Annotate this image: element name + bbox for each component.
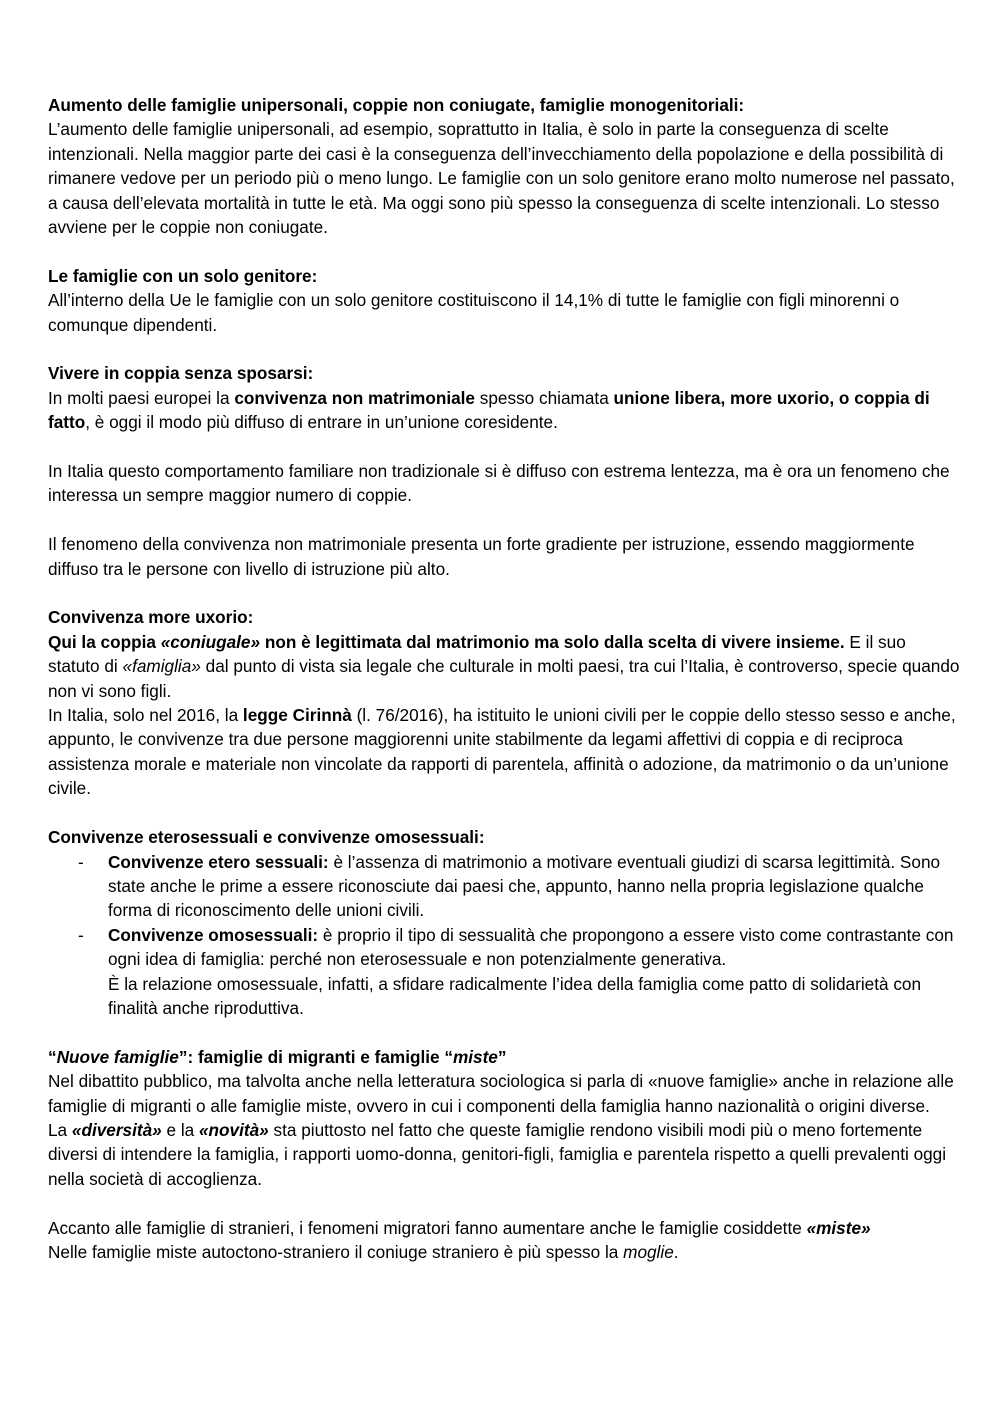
bold-term: legge Cirinnà [242, 705, 352, 726]
bold-term: Qui la coppia [48, 631, 161, 652]
text-run: ” [497, 1046, 507, 1067]
text-run: “ [48, 1046, 57, 1067]
section-heading: Convivenza more uxorio: [48, 607, 254, 628]
bold-term: Convivenze etero sessuali: [108, 851, 329, 872]
bold-italic-term: «novità» [199, 1119, 269, 1140]
section-hetero-homo [48, 825, 960, 1020]
bold-term: convivenza non matrimoniale [234, 387, 475, 408]
italic-term: Nuove famiglie [56, 1046, 179, 1067]
italic-term: moglie [623, 1241, 674, 1262]
text-run: dal punto di vista sia legale che culturale in molti paesi, tra cui l’Italia, è controverso, specie quando non vi sono figli. [48, 656, 960, 701]
text-run: è proprio il tipo di sessualità che propongono a essere visto come contrastante con ogni idea di famiglia: perché non eterosessuale e non potenzialmente generativa. [108, 924, 954, 970]
paragraph [48, 386, 960, 435]
text-run: È la relazione omosessuale, infatti, a sfidare radicalmente l’idea della famiglia come patto di solidarietà con finalità anche riproduttiva. [108, 973, 922, 1018]
italic-term: «famiglia» [122, 656, 201, 677]
text-run: ”: famiglie di migranti e famiglie “ [178, 1046, 453, 1067]
paragraph-spacer [48, 508, 960, 532]
bold-term: non è legittimata dal matrimonio ma solo dalla scelta di vivere insieme. [260, 631, 845, 652]
section-heading: Aumento delle famiglie unipersonali, coppie non coniugate, famiglie monogenitoriali: [48, 95, 745, 115]
paragraph: Nel dibattito pubblico, ma talvolta anche nella letteratura sociologica si parla di «nuove famiglie» anche in relazione alle famiglie di migranti o alle famiglie miste, ovvero in cui i componenti della famiglia hanno nazionalità o origini diverse. [48, 1071, 954, 1116]
text-run: Accanto alle famiglie di stranieri, i fenomeni migratori fanno aumentare anche le famiglie cosiddette [48, 1217, 807, 1238]
paragraph-spacer [48, 1191, 960, 1215]
paragraph [48, 703, 960, 801]
section-heading [48, 1045, 960, 1069]
bold-italic-term: «coniugale» [160, 631, 261, 652]
list-item [48, 923, 960, 1021]
section-heading: Vivere in coppia senza sposarsi: [48, 363, 314, 384]
bold-term: unione libera, more uxorio, o coppia di fatto [48, 387, 930, 433]
section-heading: Le famiglie con un solo genitore: [48, 265, 318, 286]
dash-bullet: - [78, 851, 84, 872]
text-run: è l’assenza di matrimonio a motivare eventuali giudizi di scarsa legittimità. Sono state anche le prime a essere riconosciute dai paesi che, appunto, hanno nella propria legislazione qualche forma di riconoscimento delle unioni civili. [108, 851, 941, 921]
section-heading: Convivenze eterosessuali e convivenze omosessuali: [48, 827, 485, 848]
text-run: La [48, 1119, 72, 1140]
section-single-parent [48, 264, 960, 337]
paragraph [48, 630, 960, 703]
paragraph-spacer [48, 435, 960, 459]
paragraph: Il fenomeno della convivenza non matrimoniale presenta un forte gradiente per istruzione, essendo maggiormente diffuso tra le persone con livello di istruzione più alto. [48, 534, 915, 579]
paragraph [48, 1216, 960, 1240]
text-run: Nelle famiglie miste autoctono-straniero il coniuge straniero è più spesso la [48, 1241, 624, 1262]
text-run: In Italia, solo nel 2016, la [48, 705, 243, 726]
section-new-families [48, 1045, 960, 1265]
paragraph [48, 1240, 960, 1264]
text-run: E il suo statuto di [48, 631, 906, 677]
bold-italic-term: «miste» [806, 1217, 871, 1238]
paragraph: L’aumento delle famiglie unipersonali, ad esempio, soprattutto in Italia, è solo in parte la conseguenza di scelte intenzionali. Nella maggior parte dei casi è la conseguenza dell’invecchiamento della popolazione e della possibilità di rimanere vedove per un periodo più o meno lungo. Le famiglie con un solo genitore erano molto numerose nel passato, a causa dell’elevata mortalità in tutte le età. Ma oggi sono più spesso la conseguenza di scelte intenzionali. Lo stesso avviene per le coppie non coniugate. [48, 119, 955, 238]
paragraph: In Italia questo comportamento familiare non tradizionale si è diffuso con estrema lentezza, ma è ora un fenomeno che interessa un sempre maggior numero di coppie. [48, 461, 950, 506]
text-run: spesso chiamata [475, 387, 614, 408]
text-run: In molti paesi europei la [48, 387, 235, 408]
text-run: . [673, 1241, 679, 1262]
bold-term: Convivenze omosessuali: [108, 924, 319, 945]
list-item [48, 850, 960, 923]
bold-italic-term: «diversità» [71, 1119, 162, 1140]
section-unipersonal-families [48, 93, 960, 239]
text-run: sta piuttosto nel fatto che queste famiglie rendono visibili modi più o meno fortemente diversi di intendere la famiglia, i rapporti uomo-donna, genitori-figli, famiglia e parentela rispetto a quelli prevalenti oggi nella società di accoglienza. [48, 1119, 947, 1189]
paragraph: All’interno della Ue le famiglie con un solo genitore costituiscono il 14,1% di tutte le famiglie con figli minorenni o comunque dipendenti. [48, 290, 900, 335]
section-cohabitation [48, 361, 960, 581]
section-more-uxorio [48, 605, 960, 800]
paragraph [48, 1118, 960, 1191]
dash-bullet: - [78, 924, 84, 945]
text-run: e la [161, 1119, 199, 1140]
text-run: , è oggi il modo più diffuso di entrare in un’unione coresidente. [85, 412, 558, 433]
italic-term: miste [452, 1046, 498, 1067]
bullet-list [48, 850, 960, 1021]
text-run: (l. 76/2016), ha istituito le unioni civili per le coppie dello stesso sesso e anche, appunto, le convivenze tra due persone maggiorenni unite stabilmente da legami affettivi di coppia e di reciproca assistenza morale e materiale non vincolate da rapporti di parentela, affinità o adozione, da matrimonio o da un’unione civile. [48, 705, 956, 799]
